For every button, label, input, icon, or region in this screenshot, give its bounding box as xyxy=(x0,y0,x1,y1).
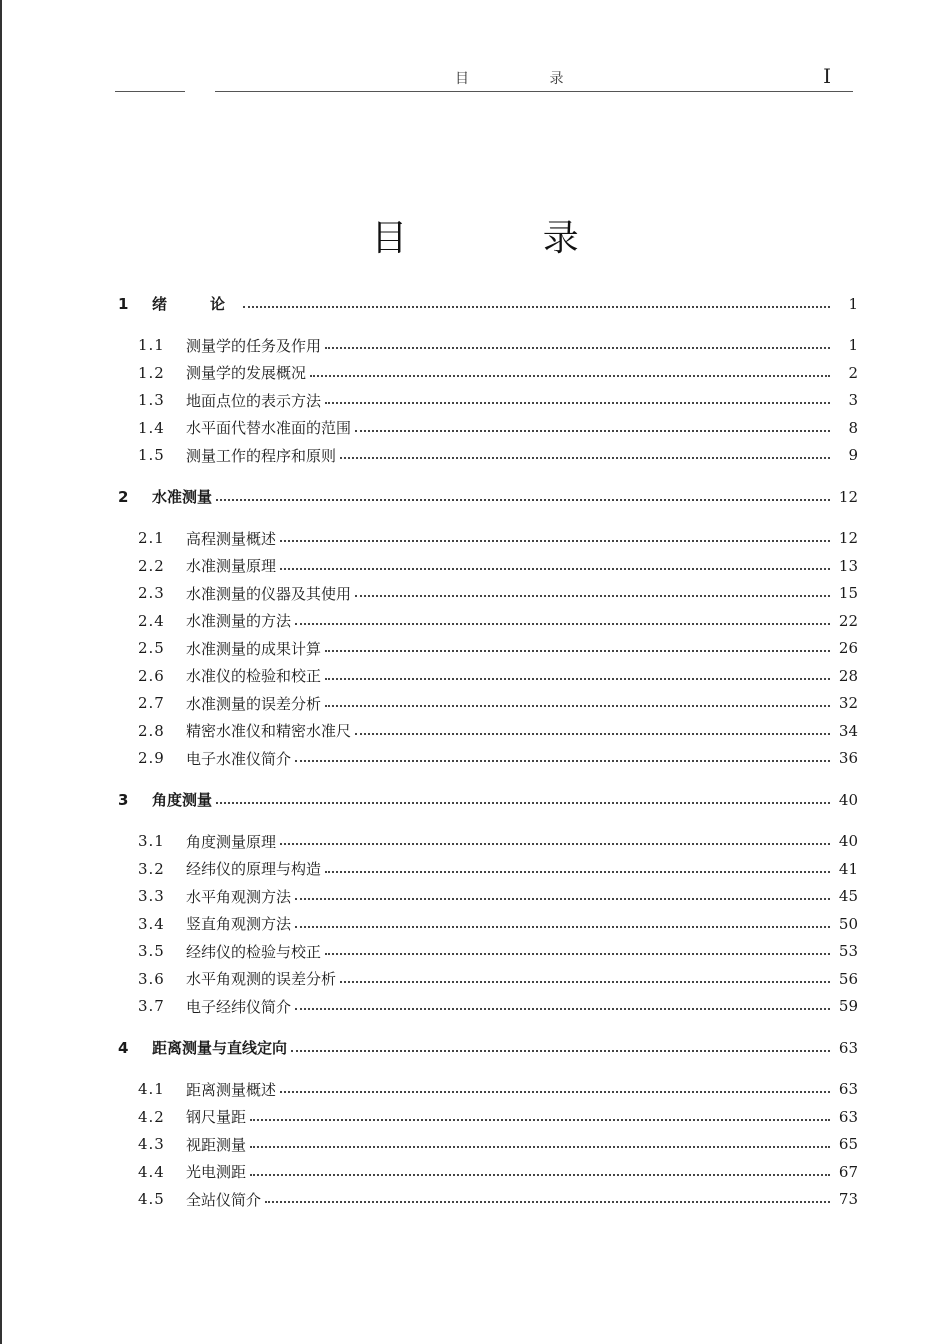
toc-entry-number: 1 xyxy=(118,294,129,313)
toc-entry-title: 地面点位的表示方法 xyxy=(186,391,322,410)
toc-entry-title: 角度测量原理 xyxy=(186,832,277,851)
toc-entry-title: 测量工作的程序和原则 xyxy=(186,446,337,465)
toc-entry-title: 经纬仪的检验与校正 xyxy=(186,942,322,961)
toc-entry-page: 63 xyxy=(838,1107,858,1126)
header-rule-gap xyxy=(185,89,215,94)
toc-dot-leader xyxy=(325,650,830,652)
toc-entry-number: 3.5 xyxy=(138,942,165,961)
toc-entry-page: 1 xyxy=(848,294,858,313)
toc-section-entry[interactable] xyxy=(118,883,858,911)
toc-section-entry[interactable] xyxy=(118,580,858,608)
toc-chapter-entry[interactable] xyxy=(118,786,858,814)
toc-chapter-entry[interactable] xyxy=(118,1034,858,1062)
toc-entry-title: 电子经纬仪简介 xyxy=(186,997,292,1016)
toc-section-entry[interactable] xyxy=(118,993,858,1021)
toc-dot-leader xyxy=(295,926,830,928)
toc-dot-leader xyxy=(325,705,830,707)
toc-entry-number: 2.8 xyxy=(138,721,165,740)
toc-section-entry[interactable] xyxy=(118,965,858,993)
toc-section-entry[interactable] xyxy=(118,910,858,938)
toc-section-entry[interactable] xyxy=(118,607,858,635)
toc-entry-number: 2.2 xyxy=(138,556,165,575)
toc-entry-number: 4.4 xyxy=(138,1162,165,1181)
toc-dot-leader xyxy=(250,1174,830,1176)
toc-entry-title: 水准测量 xyxy=(152,488,213,507)
toc-section-entry[interactable] xyxy=(118,1076,858,1104)
toc-entry-number: 2.1 xyxy=(138,529,165,548)
toc-entry-title: 视距测量 xyxy=(186,1135,247,1154)
toc-dot-leader xyxy=(280,540,830,542)
toc-entry-number: 1.5 xyxy=(138,446,165,465)
toc-entry-page: 56 xyxy=(838,969,858,988)
toc-entry-page: 63 xyxy=(838,1080,858,1099)
toc-entry-title: 水平角观测方法 xyxy=(186,887,292,906)
toc-entry-number: 3.7 xyxy=(138,997,165,1016)
toc-dot-leader xyxy=(355,430,830,432)
toc-entry-number: 2 xyxy=(118,487,129,506)
toc-entry-number: 3.3 xyxy=(138,887,165,906)
toc-dot-leader xyxy=(280,568,830,570)
header-rule xyxy=(115,91,853,92)
toc-entry-number: 3 xyxy=(118,790,129,809)
toc-entry-number: 4.1 xyxy=(138,1080,165,1099)
toc-dot-leader xyxy=(250,1119,830,1121)
toc-dot-leader xyxy=(355,595,830,597)
toc-entry-page: 53 xyxy=(838,942,858,961)
toc-entry-title: 测量学的发展概况 xyxy=(186,364,307,383)
toc-entry-page: 67 xyxy=(838,1162,858,1181)
toc-dot-leader xyxy=(355,733,830,735)
toc-entry-title: 光电测距 xyxy=(186,1163,247,1182)
toc-entry-title: 经纬仪的原理与构造 xyxy=(186,860,322,879)
toc-entry-page: 32 xyxy=(838,694,858,713)
page-edge xyxy=(0,0,2,1344)
toc-entry-title: 水准测量的仪器及其使用 xyxy=(186,584,352,603)
toc-entry-page: 34 xyxy=(838,721,858,740)
toc-entry-title: 全站仪简介 xyxy=(186,1190,262,1209)
toc-entry-page: 40 xyxy=(838,790,858,809)
toc-entry-title: 竖直角观测方法 xyxy=(186,915,292,934)
toc-dot-leader xyxy=(280,843,830,845)
toc-entry-number: 1.4 xyxy=(138,418,165,437)
toc-entry-title: 水准仪的检验和校正 xyxy=(186,667,322,686)
toc-entry-number: 2.6 xyxy=(138,666,165,685)
toc-section-entry[interactable] xyxy=(118,1186,858,1214)
toc-entry-number: 1.3 xyxy=(138,391,165,410)
toc-section-entry[interactable] xyxy=(118,662,858,690)
toc-entry-title: 水准测量原理 xyxy=(186,557,277,576)
toc-entry-title: 距离测量与直线定向 xyxy=(152,1039,288,1058)
toc-entry-page: 73 xyxy=(838,1190,858,1209)
toc-entry-title: 水平角观测的误差分析 xyxy=(186,970,337,989)
running-title: 目 录 xyxy=(455,71,602,87)
toc-entry-page: 40 xyxy=(838,832,858,851)
toc-entry-title: 水准测量的误差分析 xyxy=(186,694,322,713)
toc-dot-leader xyxy=(295,1008,830,1010)
toc-entry-number: 3.4 xyxy=(138,914,165,933)
toc-entry-title: 水准测量的成果计算 xyxy=(186,639,322,658)
toc-entry-title: 电子水准仪简介 xyxy=(186,749,292,768)
toc-entry-number: 4 xyxy=(118,1038,129,1057)
toc-entry-number: 2.4 xyxy=(138,611,165,630)
toc-entry-title: 水准测量的方法 xyxy=(186,612,292,631)
toc-entry-title: 高程测量概述 xyxy=(186,529,277,548)
toc-dot-leader xyxy=(325,347,830,349)
toc-entry-page: 12 xyxy=(838,529,858,548)
toc-dot-leader xyxy=(310,375,830,377)
toc-entry-page: 50 xyxy=(838,914,858,933)
toc-entry-number: 2.9 xyxy=(138,749,165,768)
toc-entry-number: 4.2 xyxy=(138,1107,165,1126)
toc-entry-number: 2.5 xyxy=(138,639,165,658)
toc-section-entry[interactable] xyxy=(118,938,858,966)
toc-entry-page: 26 xyxy=(838,639,858,658)
toc-entry-title: 角度测量 xyxy=(152,791,213,810)
toc-entry-page: 9 xyxy=(848,446,858,465)
toc-entry-page: 13 xyxy=(838,556,858,575)
toc-dot-leader xyxy=(340,457,830,459)
running-page-number: I xyxy=(823,64,831,88)
toc-section-entry[interactable] xyxy=(118,717,858,745)
toc-section-entry[interactable] xyxy=(118,1103,858,1131)
toc-section-entry[interactable] xyxy=(118,387,858,415)
toc-entry-title: 测量学的任务及作用 xyxy=(186,336,322,355)
toc-section-entry[interactable] xyxy=(118,332,858,360)
toc-entry-number: 2.7 xyxy=(138,694,165,713)
toc-dot-leader xyxy=(325,402,830,404)
toc-dot-leader xyxy=(295,623,830,625)
toc-entry-title: 距离测量概述 xyxy=(186,1080,277,1099)
toc-entry-page: 41 xyxy=(838,859,858,878)
toc-entry-number: 3.1 xyxy=(138,832,165,851)
toc-section-entry[interactable] xyxy=(118,1131,858,1159)
toc-entry-page: 45 xyxy=(838,887,858,906)
toc-section-entry[interactable] xyxy=(118,442,858,470)
toc-entry-page: 65 xyxy=(838,1135,858,1154)
toc-entry-number: 1.1 xyxy=(138,336,165,355)
toc-section-entry[interactable] xyxy=(118,1158,858,1186)
toc-entry-page: 28 xyxy=(838,666,858,685)
toc-entry-page: 22 xyxy=(838,611,858,630)
toc-entry-title: 精密水准仪和精密水准尺 xyxy=(186,722,352,741)
toc-entry-page: 12 xyxy=(838,487,858,506)
toc-chapter-entry[interactable] xyxy=(118,290,858,318)
toc-entry-number: 4.3 xyxy=(138,1135,165,1154)
toc-entry-page: 59 xyxy=(838,997,858,1016)
toc-chapter-entry[interactable] xyxy=(118,483,858,511)
toc-dot-leader xyxy=(216,499,830,501)
toc-dot-leader xyxy=(280,1091,830,1093)
toc-entry-page: 1 xyxy=(848,336,858,355)
running-header xyxy=(115,62,853,92)
toc-section-entry[interactable] xyxy=(118,690,858,718)
toc-dot-leader xyxy=(325,953,830,955)
toc-dot-leader xyxy=(250,1146,830,1148)
table-of-contents xyxy=(118,290,858,1213)
toc-entry-page: 15 xyxy=(838,584,858,603)
toc-section-entry[interactable] xyxy=(118,745,858,773)
toc-entry-number: 3.2 xyxy=(138,859,165,878)
toc-dot-leader xyxy=(216,802,830,804)
toc-entry-number: 3.6 xyxy=(138,969,165,988)
toc-entry-title: 绪 论 xyxy=(152,295,240,314)
toc-section-entry[interactable] xyxy=(118,855,858,883)
toc-section-entry[interactable] xyxy=(118,414,858,442)
toc-entry-page: 8 xyxy=(848,418,858,437)
toc-entry-number: 1.2 xyxy=(138,363,165,382)
toc-entry-number: 4.5 xyxy=(138,1190,165,1209)
toc-section-entry[interactable] xyxy=(118,828,858,856)
toc-section-entry[interactable] xyxy=(118,525,858,553)
toc-dot-leader xyxy=(325,871,830,873)
toc-dot-leader xyxy=(295,898,830,900)
toc-entry-page: 3 xyxy=(848,391,858,410)
page-title: 目 录 xyxy=(371,218,641,259)
toc-section-entry[interactable] xyxy=(118,359,858,387)
toc-dot-leader xyxy=(340,981,830,983)
toc-entry-page: 2 xyxy=(848,363,858,382)
toc-entry-page: 63 xyxy=(838,1038,858,1057)
toc-dot-leader xyxy=(325,678,830,680)
toc-dot-leader xyxy=(243,306,830,308)
toc-dot-leader xyxy=(265,1201,830,1203)
toc-entry-number: 2.3 xyxy=(138,584,165,603)
toc-entry-page: 36 xyxy=(838,749,858,768)
toc-section-entry[interactable] xyxy=(118,635,858,663)
toc-entry-title: 钢尺量距 xyxy=(186,1108,247,1127)
toc-dot-leader xyxy=(295,760,830,762)
toc-section-entry[interactable] xyxy=(118,552,858,580)
toc-entry-title: 水平面代替水准面的范围 xyxy=(186,419,352,438)
toc-dot-leader xyxy=(291,1050,830,1052)
